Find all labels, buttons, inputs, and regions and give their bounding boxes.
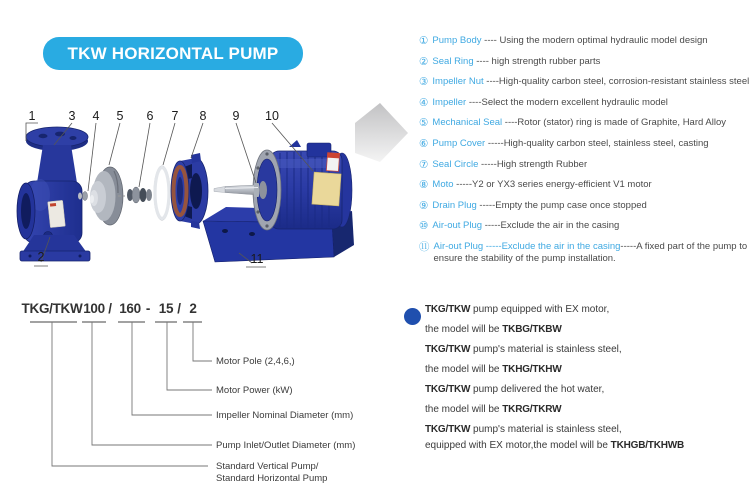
part-callout-number: 7: [171, 109, 179, 123]
part-name: Air-out Plug -----Exclude the air in the casing: [433, 240, 621, 252]
note-line: the model will be TKHG/TKHW: [425, 364, 562, 375]
parts-list-item: [419, 241, 755, 266]
seal-circle-illustration: [154, 166, 170, 220]
item-number-badge: ⑤: [419, 117, 429, 130]
model-label: Standard Vertical Pump/: [216, 461, 319, 472]
item-number-badge: ②: [419, 55, 429, 68]
right-arrow-icon: [352, 94, 416, 186]
mechanical-seal-illustration: [127, 187, 152, 203]
parts-list-item: [419, 35, 755, 47]
note-line: the model will be TKBG/TKBW: [425, 324, 562, 335]
parts-list-item: [419, 179, 755, 191]
impeller-nut-illustration: [78, 193, 82, 200]
part-callout-number: 4: [92, 109, 100, 123]
part-callout-number: 6: [146, 109, 154, 123]
part-description: -----Y2 or YX3 series energy-efficient V1 motor: [453, 179, 652, 191]
item-number-badge: ③: [419, 76, 429, 89]
item-number-badge: ⑨: [419, 199, 429, 212]
note-line: equipped with EX motor,the model will be TKHGB/TKHWB: [425, 440, 685, 451]
model-code-diagram: [20, 296, 368, 494]
pump-cover-illustration: [171, 153, 208, 229]
part-callout-number: 9: [232, 109, 240, 123]
item-number-badge: ⑦: [419, 158, 429, 171]
part-name: Pump Body: [432, 35, 482, 46]
motor-label: [326, 153, 339, 172]
part-description: ---- Using the modern optimal hydraulic model design: [481, 35, 708, 46]
part-name: Air-out Plug: [432, 220, 483, 232]
model-variants-notes: [425, 304, 755, 460]
title-banner: [43, 37, 303, 70]
note-line: TKG/TKW pump equipped with EX motor,: [425, 304, 610, 315]
model-code-part: 15: [158, 301, 174, 316]
part-description: ----Select the modern excellent hydraulic model: [466, 96, 668, 108]
parts-list: [419, 35, 755, 274]
part-callout-number: 3: [68, 109, 76, 123]
model-code-labels: [216, 356, 355, 484]
part-description: -----A fixed part of the pump to ensure the stability of the pump installation.: [433, 240, 748, 265]
part-description: -----Empty the pump case once stopped: [476, 199, 647, 211]
model-label: Motor Power (kW): [216, 385, 293, 396]
parts-list-item: [419, 117, 755, 129]
model-label: Pump Inlet/Outlet Diameter (mm): [216, 440, 356, 451]
part-callout-number: 10: [265, 109, 279, 123]
model-code-leader-lines: [30, 322, 212, 466]
model-code-part: TKG/TKW: [21, 301, 83, 316]
part-name: Drain Plug: [432, 199, 477, 211]
parts-list-item: [419, 159, 755, 171]
model-code-part: 160: [119, 301, 141, 316]
parts-list-item: [419, 56, 755, 68]
part-name: Seal Circle: [432, 158, 479, 170]
model-code-part: -: [145, 301, 151, 316]
model-code: [22, 301, 197, 316]
part-description: ----High-quality carbon steel, corrosion-resistant stainless steel: [483, 76, 750, 88]
part-callout-number: 8: [199, 109, 207, 123]
model-code-part: 2: [189, 301, 197, 316]
part-name: Moto: [432, 179, 454, 191]
item-number-badge: ⑪: [419, 240, 430, 253]
parts-list-item: [419, 200, 755, 212]
model-code-part: /: [177, 301, 181, 316]
note-line: TKG/TKW pump's material is stainless steel,: [425, 344, 622, 355]
parts-list-item: [419, 76, 755, 88]
model-label: Impeller Nominal Diameter (mm): [216, 410, 354, 421]
parts-list-item: [419, 220, 755, 232]
note-line: TKG/TKW pump delivered the hot water,: [425, 384, 605, 395]
part-callout-number: 11: [250, 252, 264, 266]
part-callout-number: 1: [28, 109, 36, 123]
item-number-badge: ④: [419, 96, 429, 109]
note-line: TKG/TKW pump's material is stainless steel,: [425, 424, 622, 435]
model-code-part: /: [108, 301, 112, 316]
item-number-badge: ①: [419, 35, 429, 47]
bullet-dot-icon: [404, 308, 421, 325]
part-name: Seal Ring: [432, 55, 474, 67]
part-description: -----High strength Rubber: [478, 158, 588, 170]
part-name: Mechanical Seal: [432, 117, 503, 129]
part-description: -----High-quality carbon steel, stainless steel, casting: [485, 137, 709, 149]
parts-list-item: [419, 97, 755, 109]
item-number-badge: ⑧: [419, 179, 429, 192]
model-label: Standard Horizontal Pump: [216, 473, 328, 484]
part-name: Impeller Nut: [432, 76, 484, 88]
motor-nameplate: [312, 172, 341, 206]
page-title: TKW HORIZONTAL PUMP: [67, 43, 279, 63]
shaft-illustration: [214, 183, 259, 197]
part-callout-number: 2: [37, 250, 45, 264]
parts-list-item: [419, 138, 755, 150]
part-description: ---- high strength rubber parts: [473, 55, 601, 67]
model-code-part: 100: [83, 301, 105, 316]
item-number-badge: ⑩: [419, 220, 429, 233]
part-name: Pump Cover: [432, 137, 486, 149]
part-callout-number: 5: [116, 109, 124, 123]
note-line: the model will be TKRG/TKRW: [425, 404, 562, 415]
model-label: Motor Pole (2,4,6,): [216, 356, 295, 367]
part-name: Impeller: [432, 96, 467, 108]
item-number-badge: ⑥: [419, 137, 429, 150]
part-description: -----Exclude the air in the casing: [482, 220, 620, 232]
part-description: ----Rotor (stator) ring is made of Graphite, Hard Alloy: [502, 117, 726, 129]
